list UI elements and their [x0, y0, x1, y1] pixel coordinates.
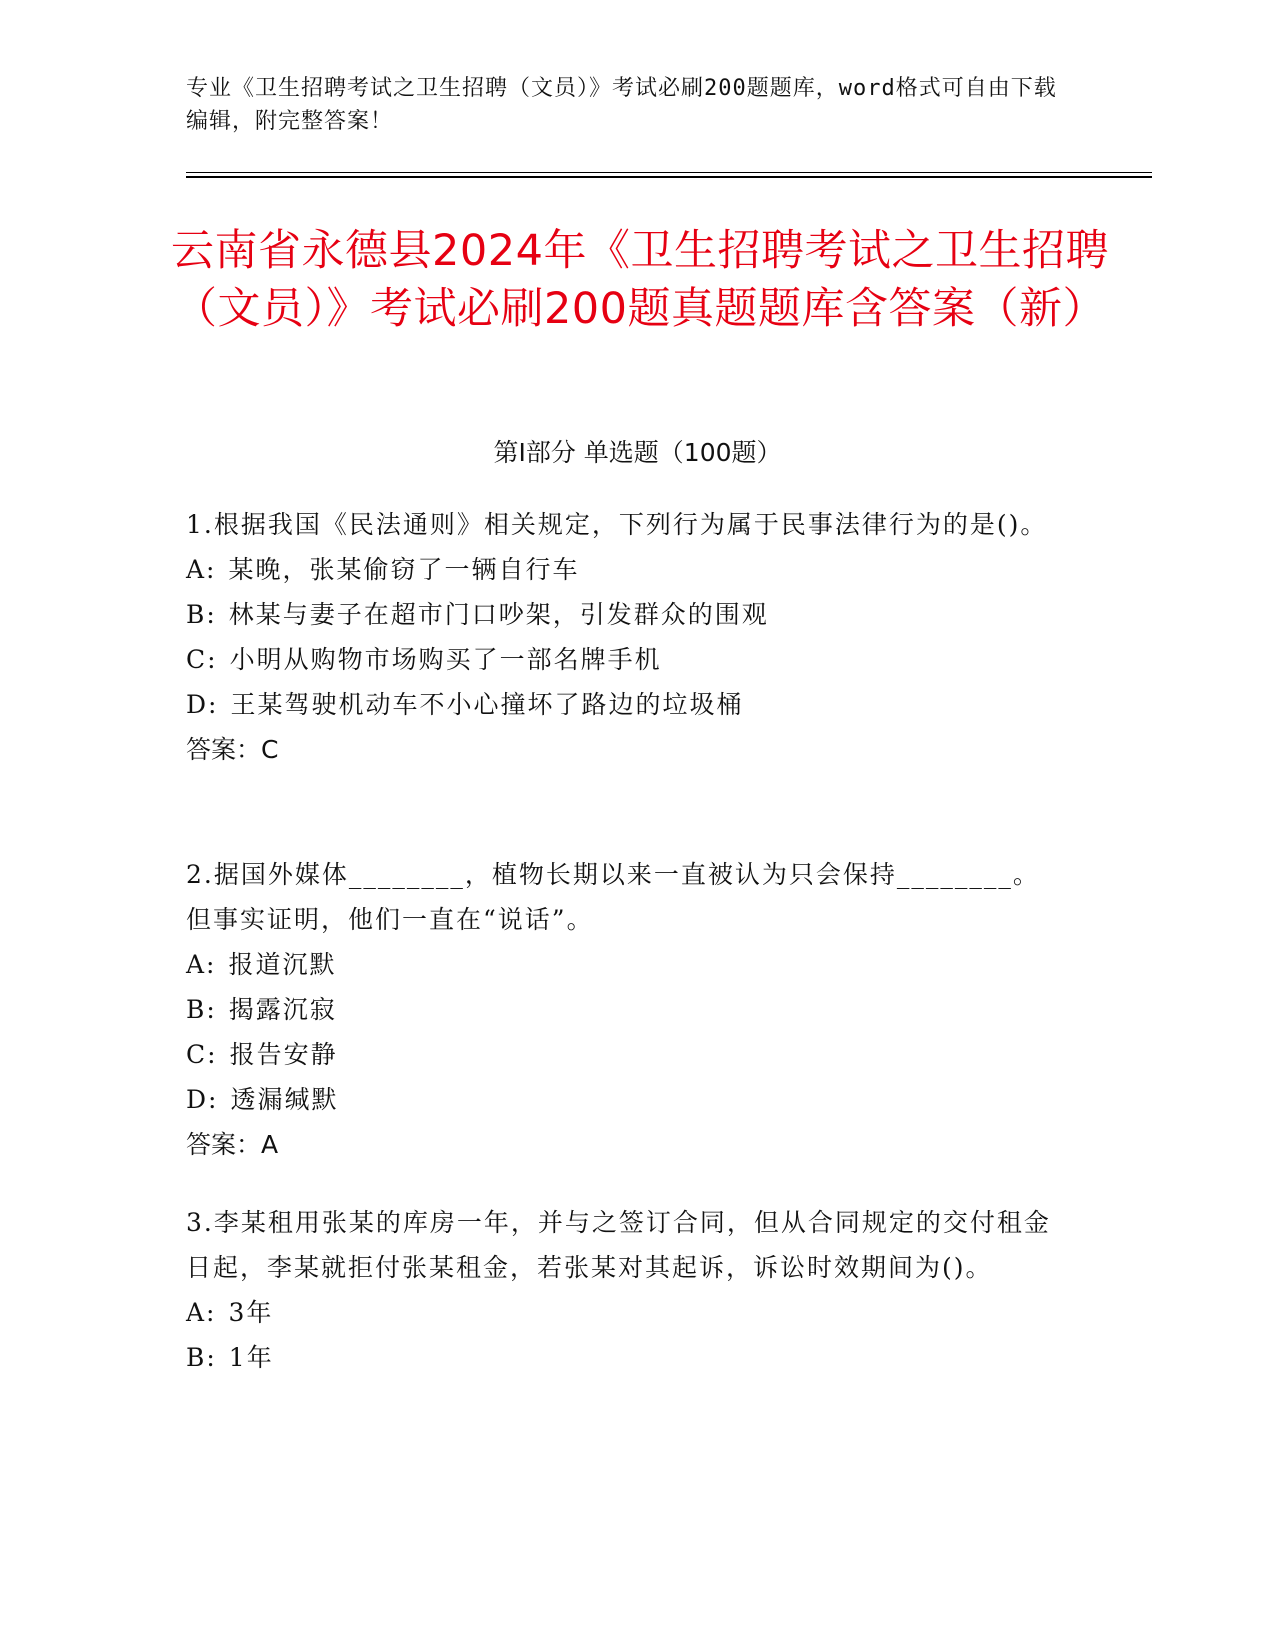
option-text: 林某与妻子在超市门口吵架，引发群众的围观 — [228, 600, 769, 629]
option-text: 揭露沉寂 — [228, 995, 337, 1024]
header-divider-thick — [186, 176, 1152, 178]
option-label: B: — [186, 600, 217, 629]
option-text: 报告安静 — [229, 1040, 338, 1069]
option-label: D: — [186, 1085, 219, 1114]
option-text: 透漏缄默 — [230, 1085, 339, 1114]
question-text: 2.据国外媒体________，植物长期以来一直被认为只会保持________。但事实证明，他们一直在“说话”。 — [186, 860, 1040, 934]
option-b — [186, 987, 1066, 1032]
option-text: 小明从购物市场购买了一部名牌手机 — [229, 645, 662, 674]
option-label: D: — [186, 690, 219, 719]
option-d — [186, 1077, 1066, 1122]
option-b — [186, 1335, 1066, 1380]
option-label: A: — [186, 950, 217, 979]
question-text: 3.李某租用张某的库房一年，并与之签订合同，但从合同规定的交付租金日起，李某就拒付张某租金，若张某对其起诉，诉讼时效期间为()。 — [186, 1208, 1051, 1282]
answer: 答案：C — [186, 735, 279, 764]
option-text: 王某驾驶机动车不小心撞坏了路边的垃圾桶 — [230, 690, 744, 719]
section-title: 第Ⅰ部分 单选题（100题） — [493, 438, 782, 467]
header-note: 专业《卫生招聘考试之卫生招聘（文员）》考试必刷200题题库，word格式可自由下载编辑，附完整答案！ — [186, 76, 1057, 134]
option-a — [186, 942, 1066, 987]
option-label: A: — [186, 555, 217, 584]
option-b — [186, 592, 1066, 637]
option-text: 某晚，张某偷窃了一辆自行车 — [228, 555, 580, 584]
question-2 — [186, 852, 1066, 1167]
option-c — [186, 1032, 1066, 1077]
option-a — [186, 1290, 1066, 1335]
option-a — [186, 547, 1066, 592]
option-label: B: — [186, 995, 217, 1024]
answer: 答案：A — [186, 1130, 279, 1159]
option-text: 3年 — [228, 1298, 274, 1327]
document-title: 云南省永德县2024年《卫生招聘考试之卫生招聘（文员）》考试必刷200题真题题库含答案（新） — [171, 226, 1109, 334]
question-text: 1.根据我国《民法通则》相关规定，下列行为属于民事法律行为的是()。 — [186, 510, 1048, 539]
question-1 — [186, 502, 1066, 772]
question-3 — [186, 1200, 1066, 1380]
option-label: A: — [186, 1298, 217, 1327]
option-c — [186, 637, 1066, 682]
option-label: B: — [186, 1343, 217, 1372]
option-d — [186, 682, 1066, 727]
option-label: C: — [186, 645, 218, 674]
option-text: 报道沉默 — [228, 950, 337, 979]
option-text: 1年 — [228, 1343, 274, 1372]
header-divider-thin — [186, 172, 1152, 173]
option-label: C: — [186, 1040, 218, 1069]
